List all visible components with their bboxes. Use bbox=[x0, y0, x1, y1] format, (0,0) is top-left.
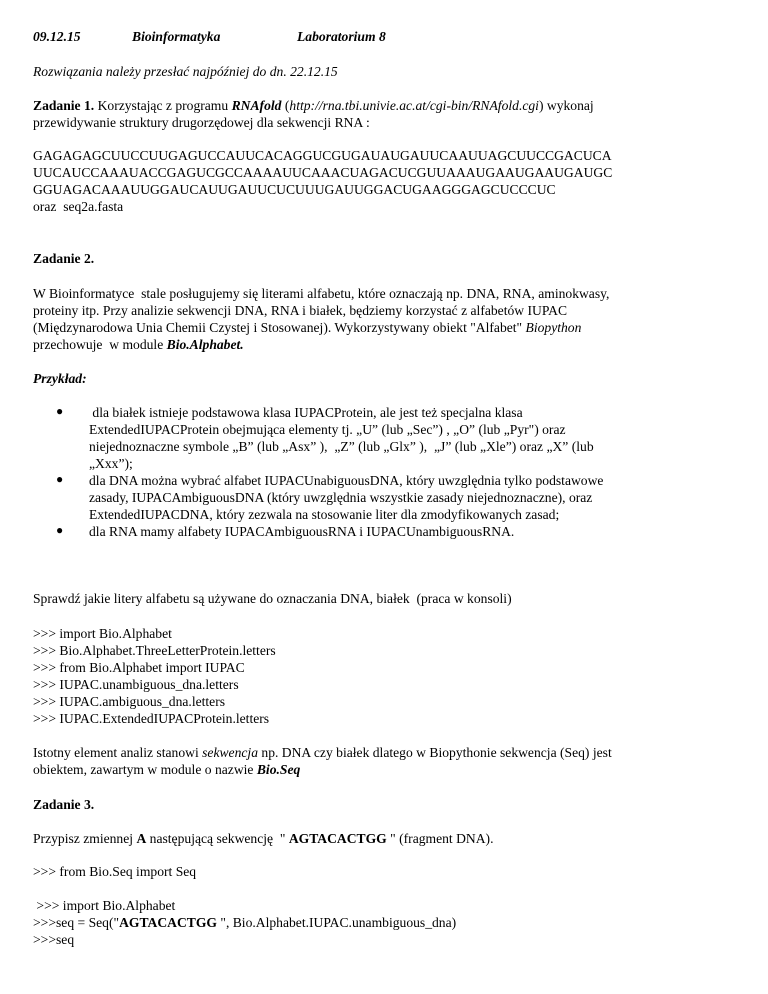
seq-intro-line-1 bbox=[33, 744, 612, 761]
bullet-2-line-2: zasady, IUPACAmbiguousDNA (który uwzględnia wszystkie zasady niejednoznaczne), oraz bbox=[89, 490, 593, 505]
bullet-3-line-1: dla RNA mamy alfabety IUPACAmbiguousRNA i IUPACUnambiguousRNA. bbox=[89, 524, 515, 539]
task1-text-end: ) wykonaj bbox=[538, 98, 594, 113]
example-label: Przykład: bbox=[33, 371, 87, 386]
task3-seq: AGTACACTGG bbox=[288, 831, 387, 846]
code-line-1: >>> from Bio.Seq import Seq bbox=[33, 864, 197, 879]
task2-para-4-text: przechowuje w module bbox=[33, 337, 167, 352]
console-line-3: >>> from Bio.Alphabet import IUPAC bbox=[33, 660, 245, 675]
console-line-4: >>> IUPAC.unambiguous_dna.letters bbox=[33, 677, 239, 692]
bullet-dot-2: ● bbox=[56, 472, 64, 486]
code-line-3 bbox=[33, 914, 456, 931]
task2-title: Zadanie 2. bbox=[33, 251, 95, 266]
seq-module-name: Bio.Seq bbox=[256, 762, 301, 777]
header-date: 09.12.15 bbox=[33, 29, 81, 44]
console-line-5: >>> IUPAC.ambiguous_dna.letters bbox=[33, 694, 226, 709]
console-line-6: >>> IUPAC.ExtendedIUPACProtein.letters bbox=[33, 711, 270, 726]
task3-instruction bbox=[33, 830, 493, 847]
task1-paren: ( bbox=[281, 98, 290, 113]
header-lab: Laboratorium 8 bbox=[297, 29, 386, 44]
bullet-1-line-1: dla białek istnieje podstawowa klasa IUPACProtein, ale jest też specjalna klasa bbox=[89, 405, 523, 420]
task1-line2: przewidywanie struktury drugorzędowej dla sekwencji RNA : bbox=[33, 115, 370, 130]
task2-para-1: W Bioinformatyce stale posługujemy się literami alfabetu, które oznaczają np. DNA, RNA, aminokwasy, bbox=[33, 286, 610, 301]
task1-text: Korzystając z programu bbox=[94, 98, 232, 113]
bullet-1-line-3: niejednoznaczne symbole „B” (lub „Asx” ), „Z” (lub „Glx” ), „J” (lub „Xle”) oraz „X” (lub bbox=[89, 439, 594, 454]
task3-text-a: Przypisz zmiennej bbox=[33, 831, 137, 846]
code-line-3-a: >>>seq = Seq(" bbox=[33, 915, 120, 930]
seq-intro-text-b: np. DNA czy białek dlatego w Biopythonie sekwencja (Seq) jest bbox=[258, 745, 612, 760]
rna-seq-line-1: GAGAGAGCUUCCUUGAGUCCAUUCACAGGUCGUGAUAUGAUUCAAUUAGCUUCCGACUCA bbox=[33, 148, 612, 163]
deadline-note: Rozwiązania należy przesłać najpóźniej do dn. 22.12.15 bbox=[33, 64, 338, 79]
seq-intro-text-c: obiektem, zawartym w module o nazwie bbox=[33, 762, 257, 777]
task1-url[interactable]: http://rna.tbi.univie.ac.at/cgi-bin/RNAfold.cgi bbox=[289, 98, 539, 113]
task2-para-4 bbox=[33, 336, 244, 353]
task3-title: Zadanie 3. bbox=[33, 797, 95, 812]
task3-text-c: " (fragment DNA). bbox=[386, 831, 494, 846]
bullet-2-line-3: ExtendedIUPACDNA, który zezwala na stosowanie liter dla zmodyfikowanych zasad; bbox=[89, 507, 560, 522]
code-line-3-b: ", Bio.Alphabet.IUPAC.unambiguous_dna) bbox=[217, 915, 457, 930]
task1-extra: oraz seq2a.fasta bbox=[33, 199, 124, 214]
task2-para-3 bbox=[33, 319, 581, 336]
seq-word: sekwencja bbox=[202, 745, 258, 760]
code-line-4: >>>seq bbox=[33, 932, 75, 947]
check-alphabet-text: Sprawdź jakie litery alfabetu są używane do oznaczania DNA, białek (praca w konsoli) bbox=[33, 591, 512, 606]
seq-intro-line-2 bbox=[33, 761, 300, 778]
console-line-2: >>> Bio.Alphabet.ThreeLetterProtein.letters bbox=[33, 643, 276, 658]
task1-program: RNAfold bbox=[231, 98, 282, 113]
bullet-1-line-4: „Xxx”); bbox=[89, 456, 133, 471]
task1-title: Zadanie 1. bbox=[33, 98, 95, 113]
code-line-2: >>> import Bio.Alphabet bbox=[33, 898, 176, 913]
code-line-3-seq: AGTACACTGG bbox=[119, 915, 217, 930]
rna-seq-line-2: UUCAUCCAAAUACCGAGUCGCCAAAAUUCAAACUAGACUCGUUAAAUGAAUGAAUGAUGC bbox=[33, 165, 613, 180]
module-name: Bio.Alphabet. bbox=[166, 337, 244, 352]
task2-para-3-text: (Międzynarodowa Unia Chemii Czystej i Stosowanej). Wykorzystywany obiekt "Alfabet" bbox=[33, 320, 526, 335]
bullet-dot-1: ● bbox=[56, 404, 64, 418]
task3-text-b: następującą sekwencję " bbox=[146, 831, 289, 846]
bullet-2-line-1: dla DNA można wybrać alfabet IUPACUnabiguousDNA, który uwzględnia tylko podstawowe bbox=[89, 473, 604, 488]
rna-seq-line-3: GGUAGACAAAUUGGAUCAUUGAUUCUCUUUGAUUGGACUGAAGGGAGCUCCCUC bbox=[33, 182, 556, 197]
header-subject: Bioinformatyka bbox=[132, 29, 221, 44]
task1-line1 bbox=[33, 97, 594, 114]
seq-intro-text-a: Istotny element analiz stanowi bbox=[33, 745, 203, 760]
task2-para-2: proteiny itp. Przy analizie sekwencji DNA, RNA i białek, będziemy korzystać z alfabetów IUPAC bbox=[33, 303, 568, 318]
task3-var: A bbox=[136, 831, 147, 846]
bullet-1-line-2: ExtendedIUPACProtein obejmująca elementy tj. „U” (lub „Sec”) , „O” (lub „Pyr") oraz bbox=[89, 422, 566, 437]
console-line-1: >>> import Bio.Alphabet bbox=[33, 626, 172, 641]
bullet-dot-3: ● bbox=[56, 523, 64, 537]
biopython-word: Biopython bbox=[525, 320, 582, 335]
